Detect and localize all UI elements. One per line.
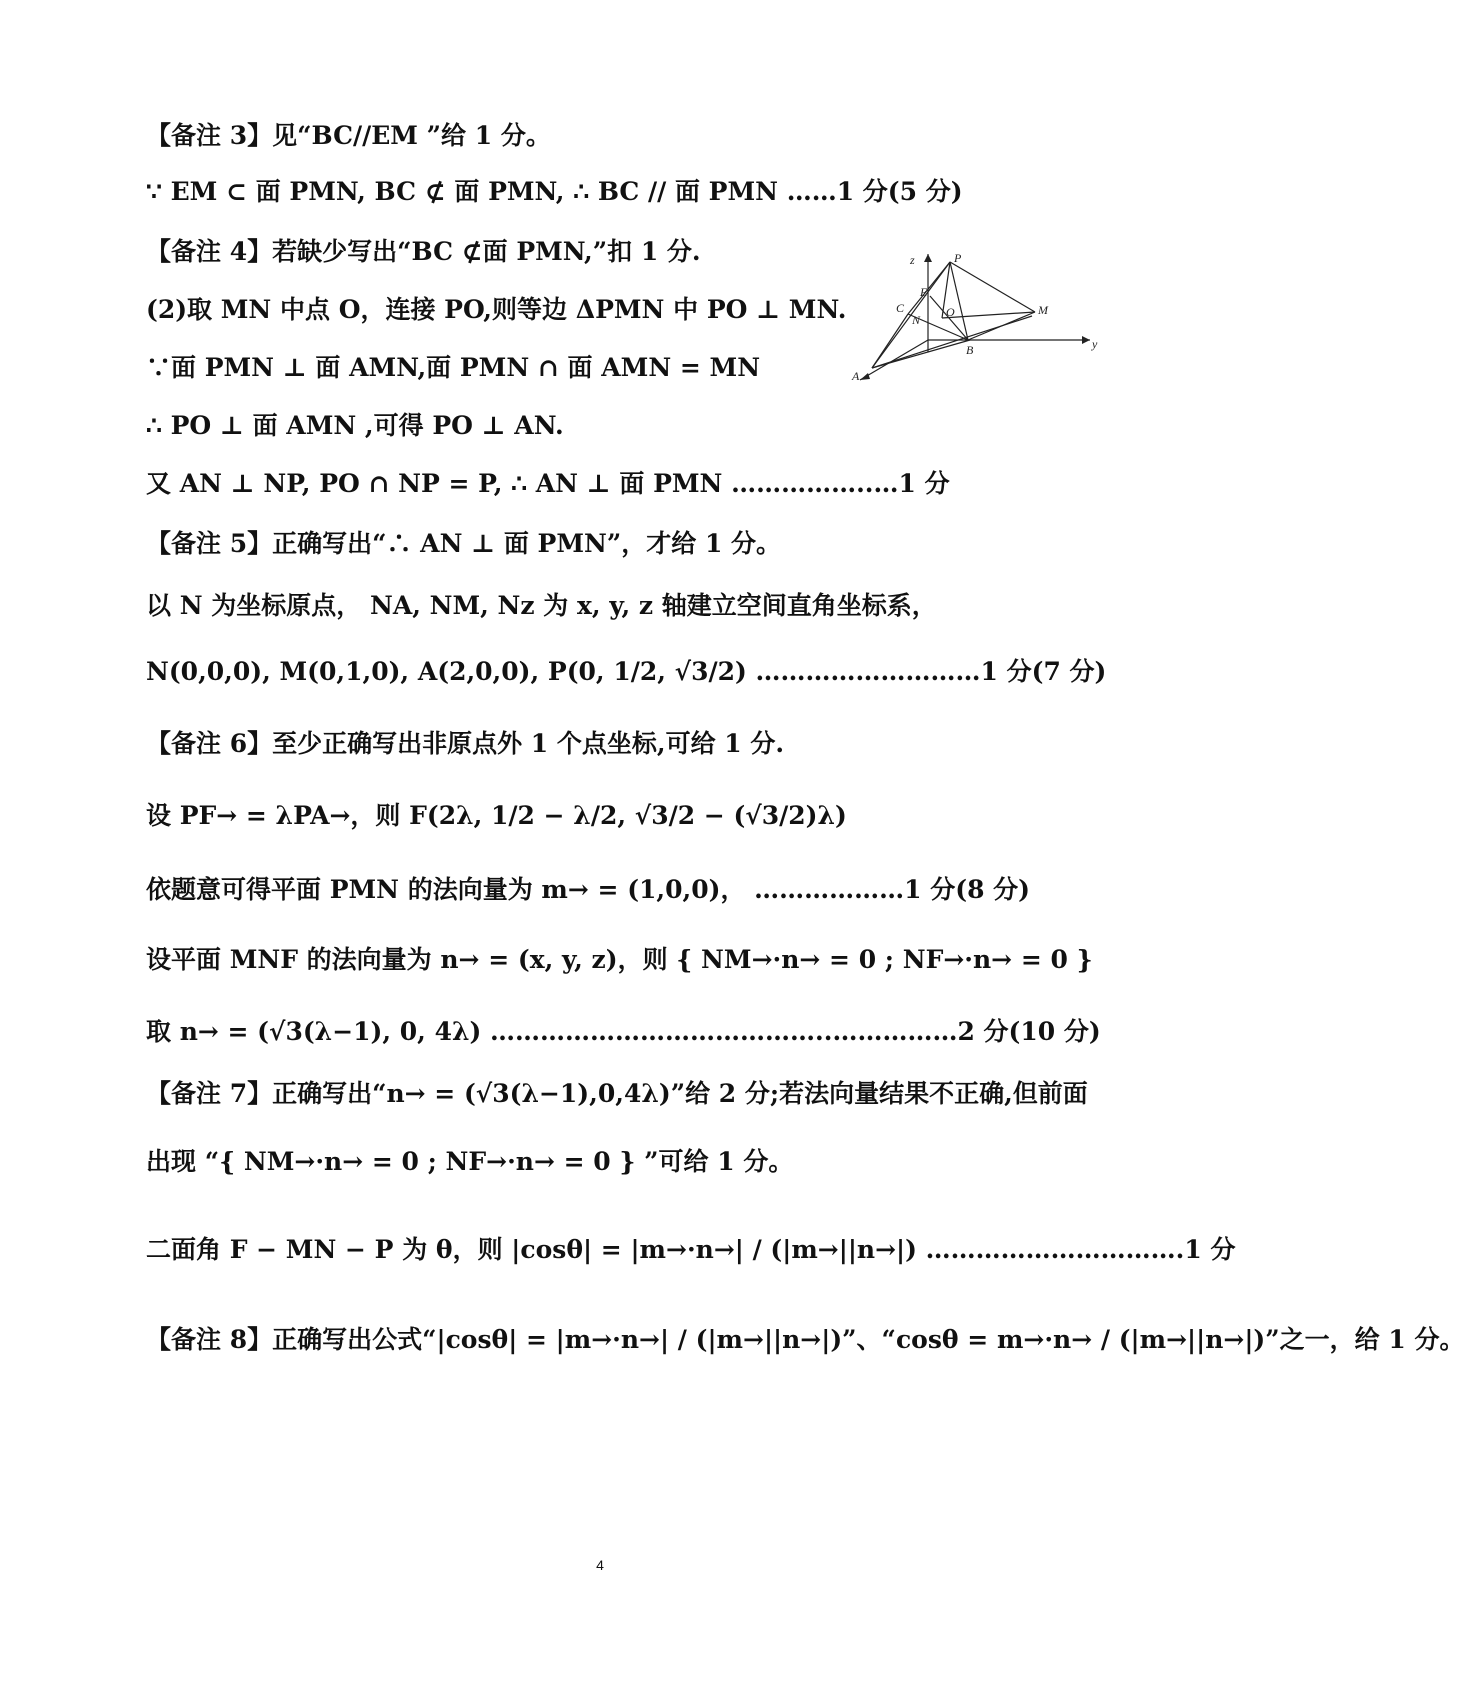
- label-n: N: [912, 313, 921, 327]
- label-m: M: [1038, 303, 1048, 317]
- pyramid-coordinate-figure: [850, 252, 1100, 402]
- line-17: 出现 “{ NM→·n→ = 0 ; NF→·n→ = 0 } ”可给 1 分。: [146, 1147, 794, 1176]
- line-11: 【备注 6】至少正确写出非原点外 1 个点坐标,可给 1 分.: [146, 729, 785, 758]
- label-y: y: [1092, 337, 1098, 351]
- label-a: A: [852, 369, 860, 383]
- line-9: 以 N 为坐标原点， NA, NM, Nz 为 x, y, z 轴建立空间直角坐标系，: [146, 591, 937, 620]
- line-15: 取 n→ = (√3(λ−1), 0, 4λ) …………………………………..……………2 分(10 分): [146, 1017, 1101, 1046]
- line-8: 【备注 5】正确写出“∴ AN ⊥ 面 PMN”，才给 1 分。: [146, 529, 782, 558]
- label-p: P: [954, 251, 962, 265]
- line-16: 【备注 7】正确写出“n→ = (√3(λ−1),0,4λ)”给 2 分;若法向量结果不正确,但前面: [146, 1079, 1088, 1108]
- label-b: B: [966, 343, 974, 357]
- line-3: 【备注 4】若缺少写出“BC ⊄面 PMN,”扣 1 分.: [146, 237, 701, 266]
- line-14: 设平面 MNF 的法向量为 n→ = (x, y, z)，则 { NM→·n→ = 0 ; NF→·n→ = 0 }: [146, 945, 1093, 974]
- label-o: O: [946, 305, 955, 319]
- label-z: z: [910, 253, 915, 267]
- line-6: ∴ PO ⊥ 面 AMN ,可得 PO ⊥ AN.: [146, 411, 564, 440]
- line-4: (2)取 MN 中点 O，连接 PO,则等边 ΔPMN 中 PO ⊥ MN.: [146, 295, 847, 324]
- x-axis: [860, 340, 928, 380]
- line-18: 二面角 F − MN − P 为 θ，则 |cosθ| = |m→·n→| / (|m→||n→|) ………………………….1 分: [146, 1235, 1236, 1264]
- label-c: C: [896, 301, 905, 315]
- line-12: 设 PF→ = λPA→，则 F(2λ, 1/2 − λ/2, √3/2 − (√3/2)λ): [146, 801, 847, 830]
- line-1: 【备注 3】见“BC//EM ”给 1 分。: [146, 121, 551, 150]
- line-7: 又 AN ⊥ NP, PO ∩ NP = P, ∴ AN ⊥ 面 PMN ……………..…1 分: [146, 469, 950, 498]
- page-number: 4: [596, 1557, 604, 1573]
- line-2: ∵ EM ⊂ 面 PMN, BC ⊄ 面 PMN, ∴ BC // 面 PMN ……1 分(5 分): [146, 177, 963, 206]
- line-19: 【备注 8】正确写出公式“|cosθ| = |m→·n→| / (|m→||n→|)”、“cosθ = m→·n→ / (|m→||n→|)”之一，给 1 分。: [146, 1325, 1464, 1354]
- label-e: E: [920, 285, 928, 299]
- line-10: N(0,0,0), M(0,1,0), A(2,0,0), P(0, 1/2, √3/2) ………………………1 分(7 分): [146, 657, 1107, 686]
- line-5: ∵面 PMN ⊥ 面 AMN,面 PMN ∩ 面 AMN = MN: [146, 353, 761, 382]
- line-13: 依题意可得平面 PMN 的法向量为 m→ = (1,0,0)， ………………1 分(8 分): [146, 875, 1030, 904]
